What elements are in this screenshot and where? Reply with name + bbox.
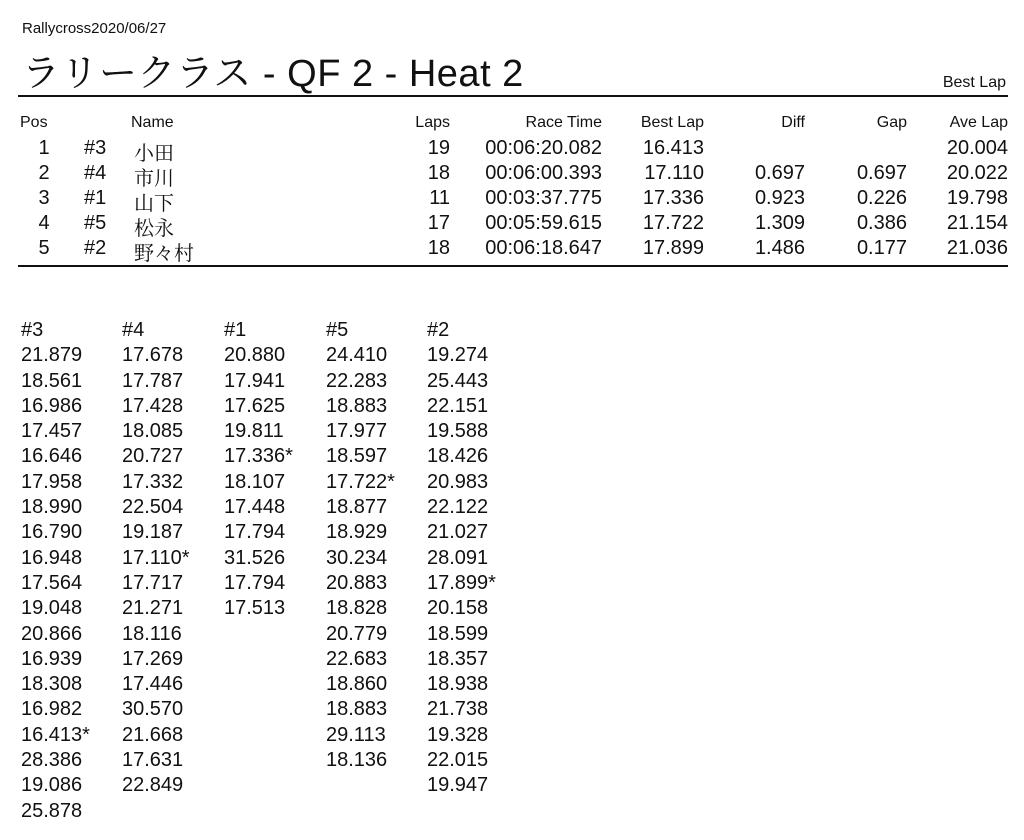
lap-time: 18.136 <box>326 749 388 772</box>
gap-cell: 0.697 <box>856 162 907 184</box>
lap-time: 22.683 <box>326 647 388 670</box>
best-lap-cell: 17.336 <box>642 187 704 209</box>
lap-time: 16.986 <box>21 394 83 417</box>
col-header-gap: Gap <box>876 114 907 131</box>
lap-time: 17.428 <box>122 394 184 417</box>
gap-cell: 0.177 <box>856 237 907 259</box>
lap-time: 28.386 <box>21 749 83 772</box>
lap-time: 18.877 <box>326 496 388 519</box>
col-header-pos: Pos <box>20 114 48 131</box>
lap-time: 21.879 <box>21 344 83 367</box>
lap-column <box>122 318 189 799</box>
lap-time: 18.938 <box>427 673 489 696</box>
lap-time: 18.085 <box>122 420 184 443</box>
subtitle: Rallycross2020/06/27 <box>22 20 167 37</box>
lap-time: 18.828 <box>326 597 388 620</box>
lap-time: 16.939 <box>21 647 83 670</box>
lap-column-header: #1 <box>224 319 247 341</box>
lap-time: 17.678 <box>122 344 184 367</box>
lap-time: 17.269 <box>122 647 184 670</box>
lap-time: 25.878 <box>21 799 83 822</box>
best-lap-cell: 17.722 <box>642 212 704 234</box>
lap-time: 18.883 <box>326 394 388 417</box>
lap-time: 18.599 <box>427 622 489 645</box>
top-rule <box>18 95 1008 97</box>
lap-time: 16.982 <box>21 698 83 721</box>
lap-time: 18.597 <box>326 445 388 468</box>
ave-lap-cell: 21.036 <box>946 237 1008 259</box>
lap-time: 22.015 <box>427 749 489 772</box>
diff-cell: 0.697 <box>754 162 805 184</box>
lap-time: 18.308 <box>21 673 83 696</box>
lap-time: 17.513 <box>224 597 286 620</box>
race-time-cell: 00:06:20.082 <box>485 137 602 159</box>
lap-time: 18.883 <box>326 698 388 721</box>
lap-column-header: #2 <box>427 319 450 341</box>
laps-cell: 19 <box>427 137 450 159</box>
lap-time: 19.187 <box>122 521 184 544</box>
lap-time: 17.625 <box>224 394 286 417</box>
race-time-cell: 00:06:18.647 <box>485 237 602 259</box>
lap-time: 16.790 <box>21 521 83 544</box>
lap-time: 17.332 <box>122 470 184 493</box>
laps-cell: 18 <box>427 162 450 184</box>
lap-time: 16.948 <box>21 546 83 569</box>
driver-name-cell: 市川 <box>134 166 174 190</box>
driver-name-cell: 山下 <box>134 191 174 215</box>
lap-time: 18.990 <box>21 496 83 519</box>
lap-time: 19.048 <box>21 597 83 620</box>
best-lap-cell: 17.110 <box>644 162 704 184</box>
lap-time: 20.983 <box>427 470 489 493</box>
lap-time: 17.977 <box>326 420 388 443</box>
lap-time: 19.274 <box>427 344 489 367</box>
diff-cell: 0.923 <box>754 187 805 209</box>
lap-time: 18.357 <box>427 647 489 670</box>
col-header-diff: Diff <box>781 114 805 131</box>
lap-time: 17.457 <box>21 420 83 443</box>
car-number-cell: #3 <box>84 137 107 159</box>
best-lap-cell: 16.413 <box>642 137 704 159</box>
lap-time: 21.271 <box>122 597 184 620</box>
lap-column <box>21 318 90 824</box>
col-header-name: Name <box>131 114 174 131</box>
lap-time: 17.941 <box>224 369 286 392</box>
lap-time: 18.107 <box>224 470 286 493</box>
lap-time: 17.446 <box>122 673 184 696</box>
lap-time: 22.504 <box>122 496 184 519</box>
lap-time: 24.410 <box>326 344 388 367</box>
lap-time: 17.110* <box>122 546 190 569</box>
race-time-cell: 00:03:37.775 <box>485 187 602 209</box>
pos-cell: 2 <box>38 162 50 184</box>
lap-time: 31.526 <box>224 546 286 569</box>
lap-time: 17.717 <box>122 571 184 594</box>
gap-cell: 0.226 <box>856 187 907 209</box>
lap-time: 22.122 <box>427 496 489 519</box>
lap-column <box>427 318 496 799</box>
lap-time: 20.779 <box>326 622 388 645</box>
lap-column <box>326 318 395 773</box>
lap-time: 20.158 <box>427 597 489 620</box>
ave-lap-cell: 21.154 <box>946 212 1008 234</box>
pos-cell: 1 <box>38 137 50 159</box>
lap-time: 28.091 <box>427 546 489 569</box>
lap-column-header: #4 <box>122 319 145 341</box>
col-header-race-time: Race Time <box>525 114 602 131</box>
lap-time: 22.151 <box>427 394 489 417</box>
ave-lap-cell: 20.022 <box>946 162 1008 184</box>
lap-time: 17.899* <box>427 571 496 594</box>
lap-time: 17.564 <box>21 571 83 594</box>
lap-time: 18.426 <box>427 445 489 468</box>
lap-time: 21.027 <box>427 521 489 544</box>
driver-name-cell: 小田 <box>134 141 174 165</box>
pos-cell: 3 <box>38 187 50 209</box>
bottom-rule <box>18 265 1008 267</box>
lap-column-header: #5 <box>326 319 349 341</box>
lap-time: 16.413* <box>21 723 90 746</box>
col-header-ave-lap: Ave Lap <box>949 114 1008 131</box>
gap-cell: 0.386 <box>856 212 907 234</box>
car-number-cell: #2 <box>84 237 107 259</box>
lap-time: 18.860 <box>326 673 388 696</box>
lap-time: 19.328 <box>427 723 489 746</box>
driver-name-cell: 松永 <box>134 216 174 240</box>
lap-time: 16.646 <box>21 445 83 468</box>
car-number-cell: #4 <box>84 162 107 184</box>
lap-time: 29.113 <box>326 723 386 746</box>
car-number-cell: #5 <box>84 212 107 234</box>
ave-lap-cell: 19.798 <box>946 187 1008 209</box>
lap-time: 17.722* <box>326 470 395 493</box>
lap-time: 19.086 <box>21 774 83 797</box>
lap-time: 19.811 <box>224 420 284 443</box>
driver-name-cell: 野々村 <box>134 241 194 265</box>
lap-time: 30.234 <box>326 546 388 569</box>
car-number-cell: #1 <box>84 187 107 209</box>
race-time-cell: 00:05:59.615 <box>485 212 602 234</box>
race-time-cell: 00:06:00.393 <box>485 162 602 184</box>
lap-time: 17.794 <box>224 521 286 544</box>
lap-time: 22.283 <box>326 369 388 392</box>
lap-time: 17.631 <box>122 749 184 772</box>
lap-time: 17.336* <box>224 445 293 468</box>
laps-cell: 17 <box>427 212 450 234</box>
lap-time: 19.588 <box>427 420 489 443</box>
lap-time: 30.570 <box>122 698 184 721</box>
pos-cell: 4 <box>38 212 50 234</box>
ave-lap-cell: 20.004 <box>946 137 1008 159</box>
lap-time: 17.448 <box>224 496 286 519</box>
lap-time: 17.958 <box>21 470 83 493</box>
lap-time: 18.561 <box>21 369 83 392</box>
col-header-best-lap: Best Lap <box>640 114 704 131</box>
diff-cell: 1.309 <box>754 212 805 234</box>
lap-time: 21.668 <box>122 723 184 746</box>
laps-cell: 18 <box>427 237 450 259</box>
best-lap-label: Best Lap <box>942 74 1006 91</box>
lap-time: 17.787 <box>122 369 184 392</box>
lap-time: 20.727 <box>122 445 184 468</box>
lap-time: 19.947 <box>427 774 489 797</box>
lap-time: 25.443 <box>427 369 489 392</box>
diff-cell: 1.486 <box>754 237 805 259</box>
lap-time: 20.883 <box>326 571 388 594</box>
laps-cell: 11 <box>429 187 450 209</box>
lap-time: 20.880 <box>224 344 286 367</box>
lap-time: 22.849 <box>122 774 184 797</box>
lap-column <box>224 318 293 622</box>
best-lap-cell: 17.899 <box>642 237 704 259</box>
lap-time: 18.116 <box>122 622 182 645</box>
lap-time: 17.794 <box>224 571 286 594</box>
lap-time: 18.929 <box>326 521 388 544</box>
pos-cell: 5 <box>38 237 50 259</box>
lap-time: 20.866 <box>21 622 83 645</box>
page-title: ラリークラス - QF 2 - Heat 2 <box>22 53 524 95</box>
lap-column-header: #3 <box>21 319 44 341</box>
lap-time: 21.738 <box>427 698 489 721</box>
col-header-laps: Laps <box>415 114 450 131</box>
